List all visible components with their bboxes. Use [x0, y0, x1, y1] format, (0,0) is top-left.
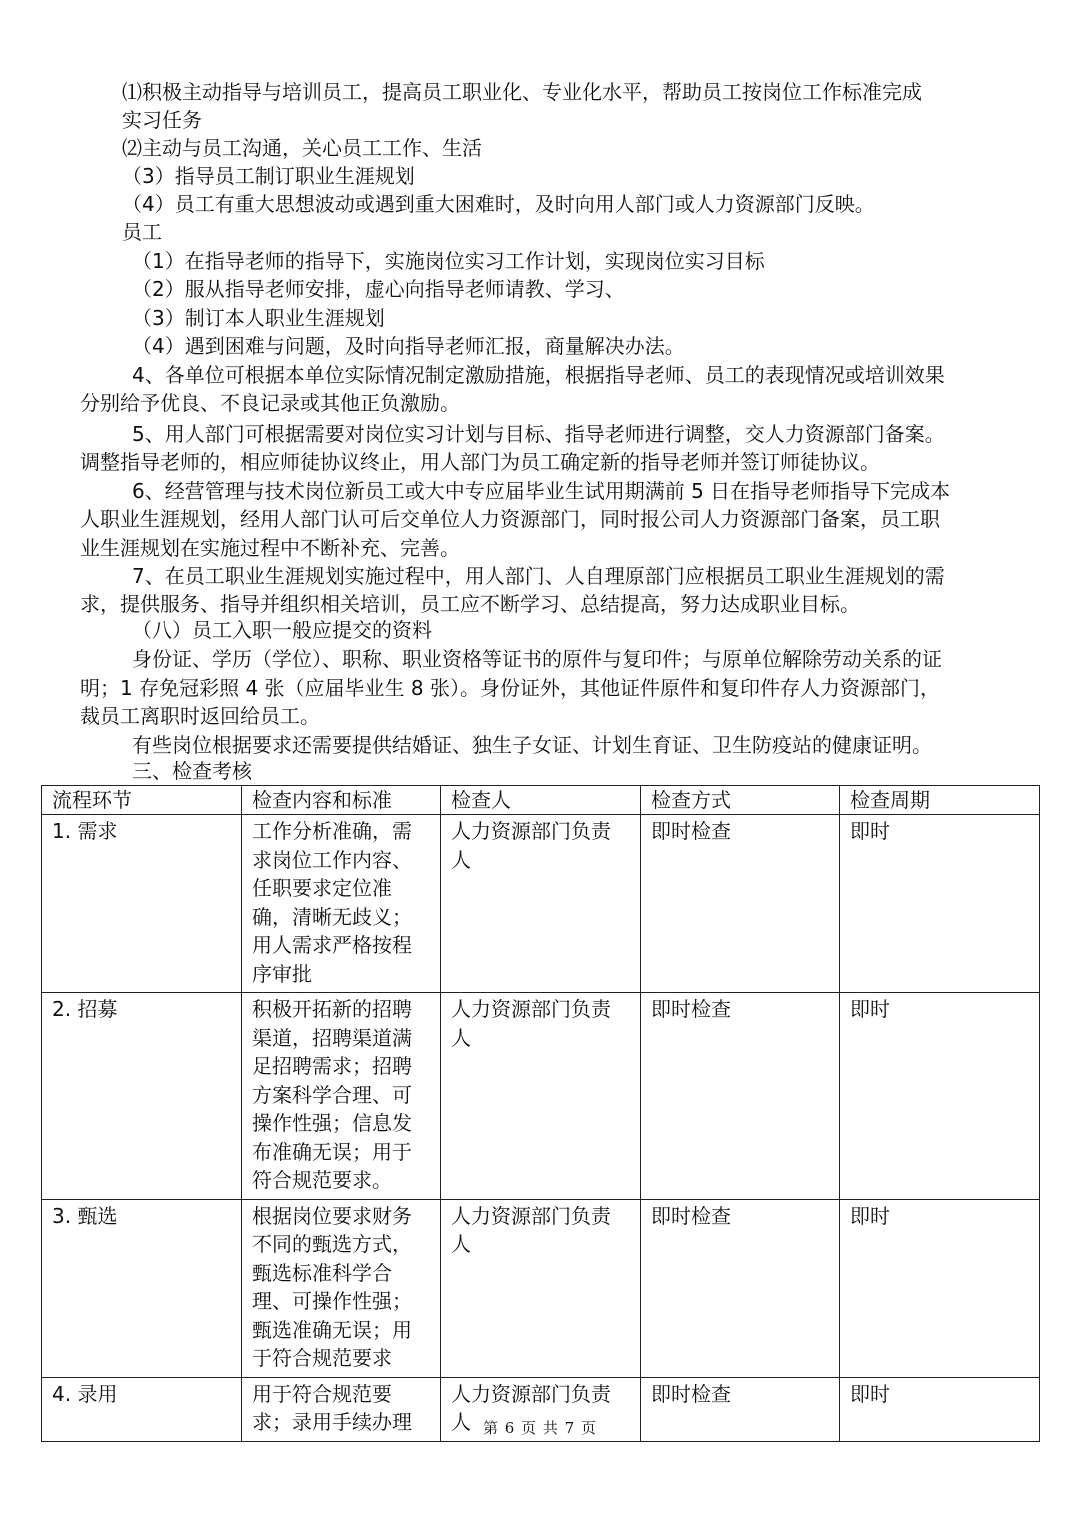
paragraph-item6-line3: 业生涯规划在实施过程中不断补充、完善。 — [80, 536, 460, 560]
paragraph-mentor-duty-1-line2: 实习任务 — [122, 108, 202, 132]
cell-content: 用于符合规范要求；录用手续办理 — [242, 1377, 441, 1441]
cell-period: 即时 — [840, 815, 1040, 993]
paragraph-item5-line2: 调整指导老师的，相应师徒协议终止，用人部门为员工确定新的指导老师并签订师徒协议。 — [80, 450, 880, 474]
cell-method: 即时检查 — [641, 993, 840, 1200]
cell-method: 即时检查 — [641, 1377, 840, 1441]
cell-checker: 人力资源部门负责人 — [441, 815, 641, 993]
paragraph-docs-line2: 明；1 存免冠彩照 4 张（应届毕业生 8 张）。身份证外，其他证件原件和复印件存人力资源部门， — [80, 676, 940, 700]
table-row — [42, 1199, 1040, 1377]
paragraph-employee-duty-2: （2）服从指导老师安排，虚心向指导老师请教、学习、 — [132, 277, 625, 301]
paragraph-item6-line1: 6、经营管理与技术岗位新员工或大中专应届毕业生试用期满前 5 日在指导老师指导下完成本 — [132, 479, 951, 503]
header-period: 检查周期 — [840, 786, 1040, 815]
paragraph-item5-line1: 5、用人部门可根据需要对岗位实习计划与目标、指导老师进行调整，交人力资源部门备案。 — [132, 422, 945, 446]
paragraph-employee-duty-1: （1）在指导老师的指导下，实施岗位实习工作计划，实现岗位实习目标 — [132, 249, 765, 273]
cell-content: 工作分析准确，需求岗位工作内容、任职要求定位准确，清晰无歧义；用人需求严格按程序审批 — [242, 815, 441, 993]
paragraph-docs-line3: 裁员工离职时返回给员工。 — [80, 704, 320, 728]
cell-checker: 人力资源部门负责人 — [441, 1377, 641, 1441]
cell-content: 积极开拓新的招聘渠道，招聘渠道满足招聘需求；招聘方案科学合理、可操作性强；信息发布准确无误；用于符合规范要求。 — [242, 993, 441, 1200]
cell-period: 即时 — [840, 993, 1040, 1200]
paragraph-item6-line2: 人职业生涯规划，经用人部门认可后交单位人力资源部门，同时报公司人力资源部门备案，员工职 — [80, 507, 940, 531]
section-8-heading: （八）员工入职一般应提交的资料 — [132, 618, 432, 642]
table-header-row — [42, 786, 1040, 815]
paragraph-item7-line1: 7、在员工职业生涯规划实施过程中，用人部门、人自理原部门应根据员工职业生涯规划的需 — [132, 564, 945, 588]
page-number: 第 6 页 共 7 页 — [483, 1419, 597, 1437]
cell-stage: 3. 甄选 — [42, 1199, 242, 1377]
paragraph-mentor-duty-2: ⑵主动与员工沟通，关心员工工作、生活 — [122, 136, 482, 160]
cell-stage: 1. 需求 — [42, 815, 242, 993]
employee-heading: 员工 — [122, 220, 162, 244]
paragraph-item4-line2: 分别给予优良、不良记录或其他正负激励。 — [80, 391, 460, 415]
cell-stage: 2. 招募 — [42, 993, 242, 1200]
section-3-heading: 三、检查考核 — [132, 759, 252, 783]
header-stage: 流程环节 — [42, 786, 242, 815]
paragraph-mentor-duty-3: （3）指导员工制订职业生涯规划 — [122, 164, 415, 188]
cell-stage: 4. 录用 — [42, 1377, 242, 1441]
paragraph-employee-duty-3: （3）制订本人职业生涯规划 — [132, 306, 385, 330]
paragraph-item4-line1: 4、各单位可根据本单位实际情况制定激励措施，根据指导老师、员工的表现情况或培训效果 — [132, 363, 945, 387]
table-row — [42, 815, 1040, 993]
cell-method: 即时检查 — [641, 815, 840, 993]
paragraph-item7-line2: 求，提供服务、指导并组织相关培训，员工应不断学习、总结提高，努力达成职业目标。 — [80, 592, 860, 616]
cell-checker: 人力资源部门负责人 — [441, 1199, 641, 1377]
cell-content: 根据岗位要求财务不同的甄选方式，甄选标准科学合理、可操作性强；甄选准确无误；用于符合规范要求 — [242, 1199, 441, 1377]
cell-period: 即时 — [840, 1199, 1040, 1377]
header-method: 检查方式 — [641, 786, 840, 815]
header-checker: 检查人 — [441, 786, 641, 815]
paragraph-mentor-duty-4: （4）员工有重大思想波动或遇到重大困难时，及时向用人部门或人力资源部门反映。 — [122, 192, 875, 216]
header-content: 检查内容和标准 — [242, 786, 441, 815]
inspection-table — [41, 785, 1040, 1442]
cell-period: 即时 — [840, 1377, 1040, 1441]
paragraph-employee-duty-4: （4）遇到困难与问题，及时向指导老师汇报，商量解决办法。 — [132, 334, 685, 358]
cell-method: 即时检查 — [641, 1199, 840, 1377]
paragraph-docs-extra: 有些岗位根据要求还需要提供结婚证、独生子女证、计划生育证、卫生防疫站的健康证明。 — [132, 733, 932, 757]
table-row — [42, 993, 1040, 1200]
paragraph-docs-line1: 身份证、学历（学位）、职称、职业资格等证书的原件与复印件；与原单位解除劳动关系的证 — [132, 647, 942, 671]
paragraph-mentor-duty-1-line1: ⑴积极主动指导与培训员工，提高员工职业化、专业化水平，帮助员工按岗位工作标准完成 — [122, 80, 922, 104]
cell-checker: 人力资源部门负责人 — [441, 993, 641, 1200]
